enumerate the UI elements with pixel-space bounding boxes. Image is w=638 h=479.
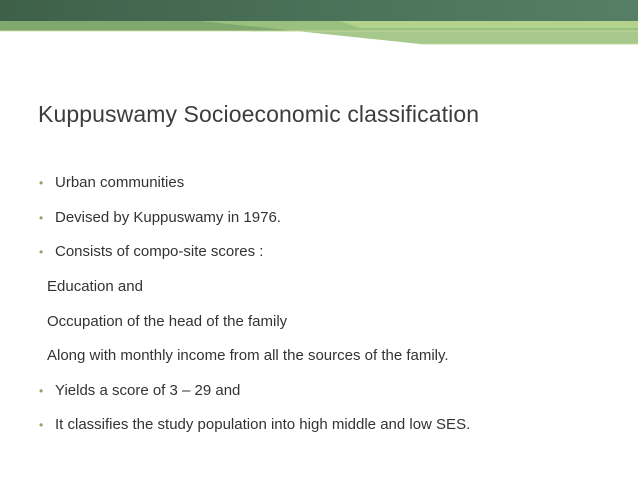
bullet-line [38,201,628,236]
sub-line-text: Along with monthly income from all the sources of the family. [47,347,449,365]
bullet-dot-icon: • [39,383,44,398]
sub-line [38,304,628,339]
bullet-dot-icon: • [39,210,44,225]
bullet-line [38,235,628,270]
header-decorative-band [0,0,638,46]
bullet-line [38,166,628,201]
slide-title: Kuppuswamy Socioeconomic classification [38,101,480,127]
bullet-dot-icon: • [39,418,44,433]
bullet-line [38,374,628,409]
slide-body [38,166,628,443]
bullet-dot-icon: • [39,245,44,260]
bullet-line [38,408,628,443]
sub-line-text: Education and [47,278,143,296]
bullet-text: Consists of compo-site scores : [55,243,264,261]
sub-line [38,270,628,305]
bullet-text: Devised by Kuppuswamy in 1976. [55,208,281,226]
bullet-text: Yields a score of 3 – 29 and [55,381,241,399]
bullet-dot-icon: • [39,176,44,191]
sub-line [38,339,628,374]
bullet-text: Urban communities [55,174,185,192]
sub-line-text: Occupation of the head of the family [47,312,288,330]
bullet-text: It classifies the study population into high middle and low SES. [55,416,471,434]
